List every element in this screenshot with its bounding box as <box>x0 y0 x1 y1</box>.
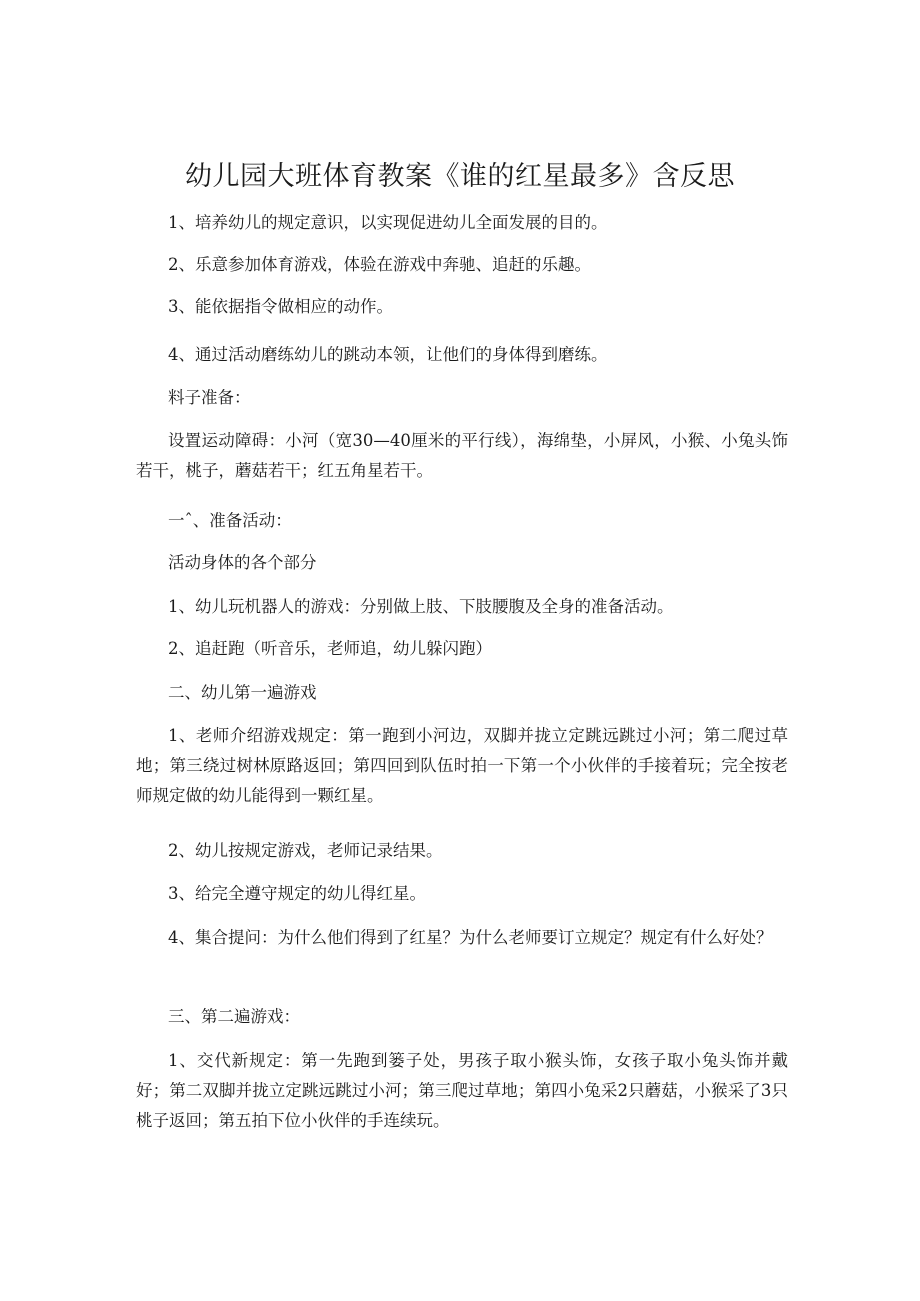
document-title: 幼儿园大班体育教案《谁的红星最多》含反思 <box>185 161 735 192</box>
section-1-step-2: 2、追赶跑（听音乐，老师追，幼儿躲闪跑） <box>168 639 492 658</box>
section-2-heading: 二、幼儿第一遍游戏 <box>168 683 317 702</box>
section-1-subheading: 活动身体的各个部分 <box>168 553 317 572</box>
section-3-heading: 三、第二遍游戏： <box>168 1007 300 1026</box>
section-2-step-4: 4、集合提问：为什么他们得到了红星？为什么老师要订立规定？规定有什么好处？ <box>168 928 773 947</box>
objective-3: 3、能依据指令做相应的动作。 <box>168 297 393 316</box>
section-2-step-1: 1、老师介绍游戏规定：第一跑到小河边，双脚并拢立定跳远跳过小河；第二爬过草地；第三绕过树林原路返回；第四回到队伍时拍一下第一个小伙伴的手接着玩；完全按老师规定做的幼儿能得到一颗红星。 <box>136 726 788 805</box>
section-1-step-1: 1、幼儿玩机器人的游戏：分别做上肢、下肢腰腹及全身的准备活动。 <box>168 597 674 616</box>
materials-heading: 料子准备： <box>168 388 251 407</box>
section-2-step-3: 3、给完全遵守规定的幼儿得红星。 <box>168 884 426 903</box>
objective-2: 2、乐意参加体育游戏，体验在游戏中奔驰、追赶的乐趣。 <box>168 255 591 274</box>
section-3-step-1: 1、交代新规定：第一先跑到篓子处，男孩子取小猴头饰，女孩子取小兔头饰并戴好；第二双脚并拢立定跳远跳过小河；第三爬过草地；第四小兔采2只蘑菇，小猴采了3只桃子返回；第五拍下位小伙伴的手连续玩。 <box>136 1051 788 1130</box>
materials-text: 设置运动障碍：小河（宽30—40厘米的平行线），海绵垫，小屏风，小猴、小兔头饰若干，桃子，蘑菇若干；红五角星若干。 <box>136 431 788 480</box>
section-1-heading: 一ˆ、准备活动： <box>168 511 292 530</box>
objective-4: 4、通过活动磨练幼儿的跳动本领，让他们的身体得到磨练。 <box>168 345 608 364</box>
section-2-step-2: 2、幼儿按规定游戏，老师记录结果。 <box>168 841 443 860</box>
objective-1: 1、培养幼儿的规定意识，以实现促进幼儿全面发展的目的。 <box>168 213 608 232</box>
